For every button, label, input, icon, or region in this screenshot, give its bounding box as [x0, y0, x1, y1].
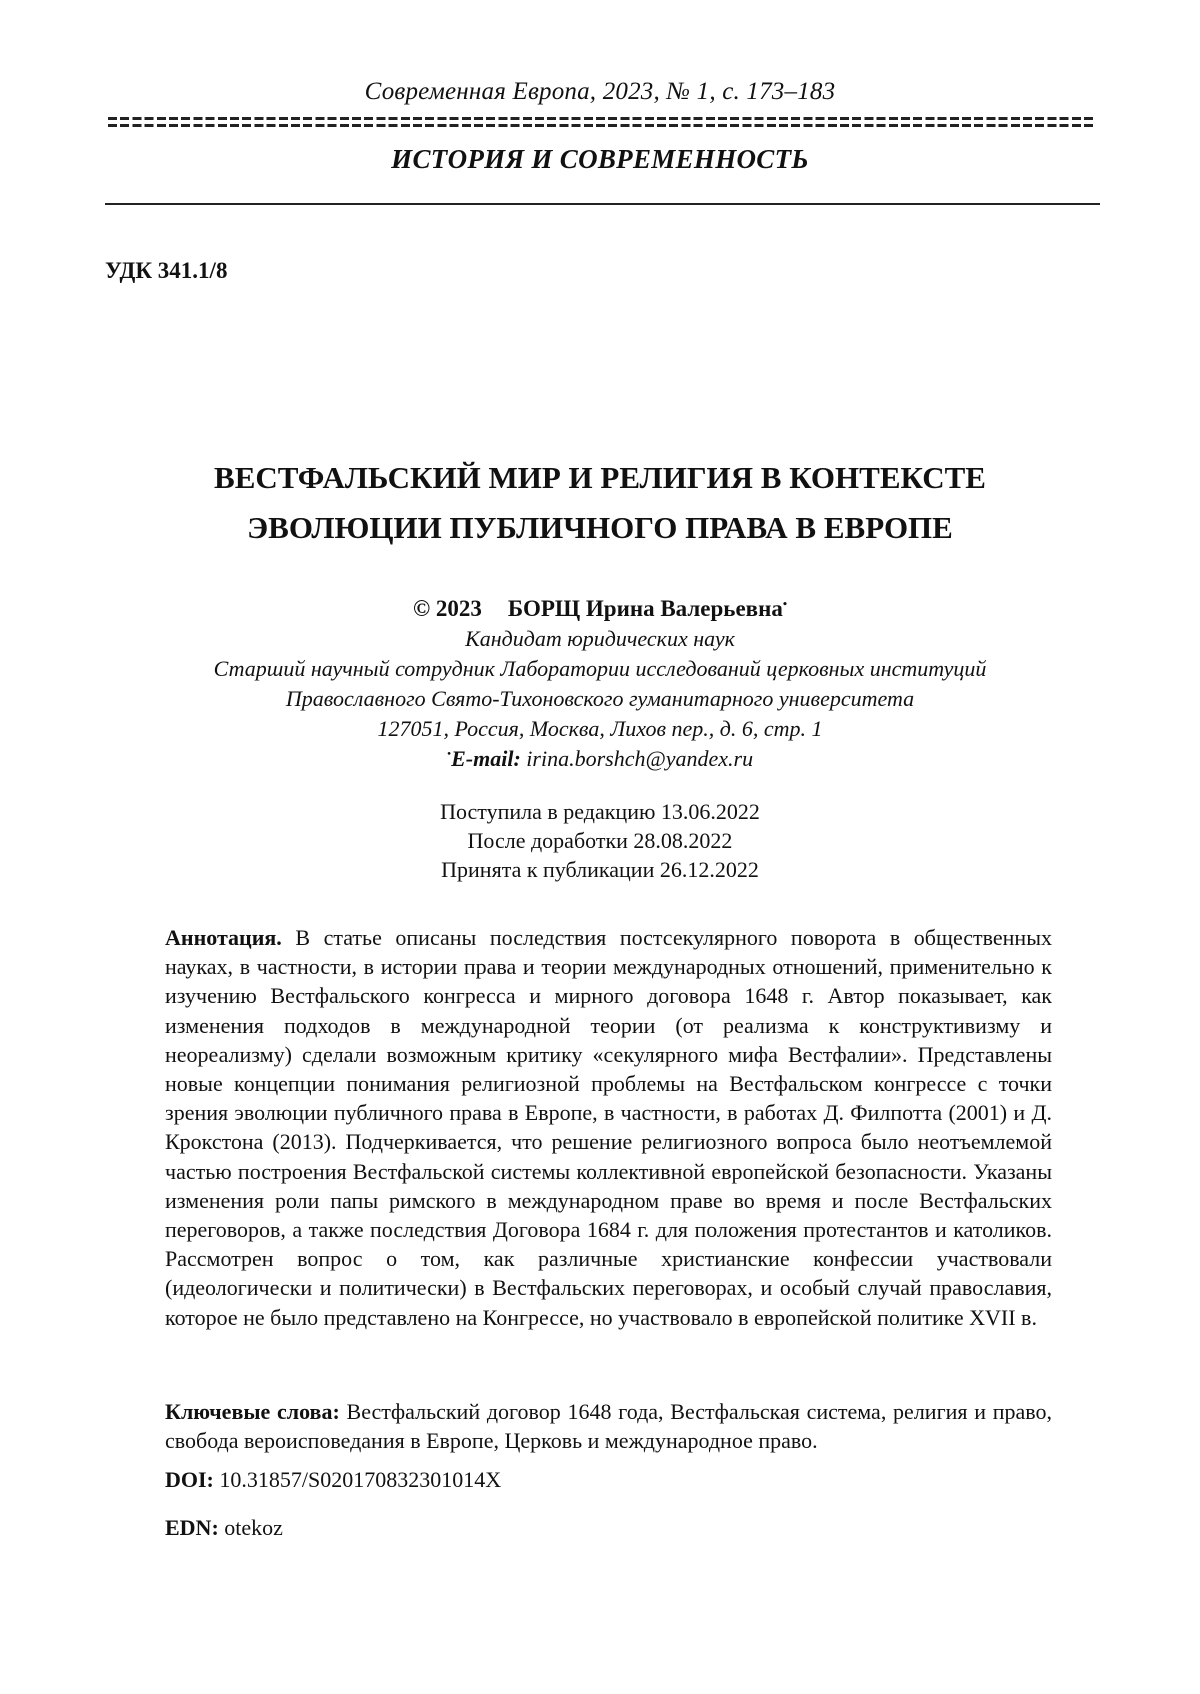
author-email-line	[100, 744, 1100, 774]
author-email[interactable]: irina.borshch@yandex.ru	[526, 746, 754, 771]
author-university: Православного Свято-Тихоновского гуманитарного университета	[285, 686, 915, 711]
article-title-line-2: ЭВОЛЮЦИИ ПУБЛИЧНОГО ПРАВА В ЕВРОПЕ	[247, 510, 953, 545]
header-divider	[105, 203, 1100, 205]
publication-dates	[100, 797, 1100, 884]
journal-citation: Современная Европа, 2023, № 1, с. 173–183	[364, 78, 836, 105]
date-received: Поступила в редакцию 13.06.2022	[440, 799, 760, 824]
copyright-year: © 2023	[412, 596, 482, 621]
article-title-line-1: ВЕСТФАЛЬСКИЙ МИР И РЕЛИГИЯ В КОНТЕКСТЕ	[214, 460, 986, 495]
article-title	[100, 453, 1100, 553]
edn	[165, 1513, 1052, 1542]
date-accepted: Принята к публикации 26.12.2022	[441, 857, 759, 882]
author-name: БОРЩ Ирина Валерьевна	[507, 596, 783, 621]
abstract	[165, 923, 1052, 1332]
udk-code: УДК 341.1/8	[105, 258, 228, 283]
footnote-marker: •	[782, 596, 788, 611]
email-label: E-mail:	[451, 746, 521, 771]
edn-label: EDN:	[165, 1515, 219, 1540]
author-block	[100, 594, 1100, 774]
author-address: 127051, Россия, Москва, Лихов пер., д. 6, стр. 1	[377, 716, 823, 741]
edn-value: otekoz	[218, 1515, 283, 1540]
abstract-label: Аннотация.	[165, 925, 282, 950]
doi-label: DOI:	[165, 1467, 214, 1492]
header-double-divider	[108, 117, 1096, 129]
abstract-text: В статье описаны последствия постсекулярного поворота в общественных науках, в частности, в истории права и теории международных отношений, применительно к изучению Вестфальского конгресса и мирного договора 1648 г. Автор показывает, как изменения подходов в международной теории (от реализма к конструктивизму и неореализму) сделали возможным критику «секулярного мифа Вестфалии». Представлены новые концепции понимания религиозной проблемы на Вестфальском конгрессе с точки зрения эволюции публичного права в Европе, в частности, в работах Д. Филпотта (2001) и Д. Крокстона (2013). Подчеркивается, что решение религиозного вопроса было неотъемлемой частью построения Вестфальской системы коллективной европейской безопасности. Указаны изменения роли папы римского в международном праве во время и после Вестфальских переговоров, а также последствия Договора 1684 г. для положения протестантов и католиков. Рассмотрен вопрос о том, как различные христианские конфессии участвовали (идеологически и политически) в Вестфальских переговорах, и особый случай православия, которое не было представлено на Конгрессе, но участвовало в европейской политике XVII в.	[165, 925, 1052, 1330]
author-line	[100, 594, 1100, 624]
doi-value[interactable]: 10.31857/S020170832301014X	[213, 1467, 502, 1492]
author-position: Старший научный сотрудник Лаборатории исследований церковных институций	[213, 656, 987, 681]
date-revised: После доработки 28.08.2022	[467, 828, 733, 853]
keywords-text: Вестфальский договор 1648 года, Вестфальская система, религия и право, свобода вероисповедания в Европе, Церковь и международное право.	[165, 1399, 1053, 1454]
keywords	[165, 1397, 1052, 1455]
doi	[165, 1465, 1052, 1494]
email-footnote-marker: •	[446, 746, 452, 761]
section-title: ИСТОРИЯ И СОВРЕМЕННОСТЬ	[391, 144, 809, 174]
author-degree: Кандидат юридических наук	[465, 626, 735, 651]
keywords-label: Ключевые слова:	[165, 1399, 340, 1424]
